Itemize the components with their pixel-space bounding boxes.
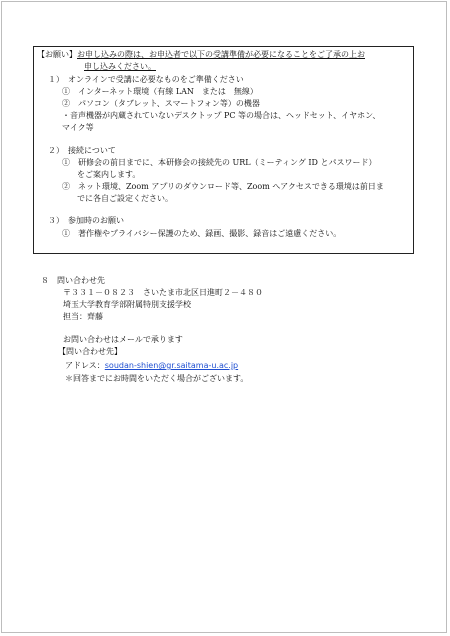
contact-email-note: お問い合わせはメールで承ります: [63, 335, 183, 344]
contact-footnote: ＊回答までにお時間をいただく場合がございます。: [65, 374, 249, 383]
section-1-note-line-2: マイク等: [62, 123, 94, 132]
contact-email-link[interactable]: soudan-shien@gr.saitama-u.ac.jp: [104, 361, 239, 370]
section-2-item-1-line-2: をご案内します。: [77, 170, 141, 179]
section-2-item-1-line-1: ① 研修会の前日までに、本研修会の接続先の URL（ミーティング ID とパスワード）: [62, 158, 377, 167]
section-1-note-line-1: ・音声機器が内蔵されていないデスクトップ PC 等の場合は、ヘッドセット、イヤホン、: [62, 111, 381, 120]
contact-person: 担当：齊藤: [63, 312, 103, 321]
section-3-item-1: ① 著作権やプライバシー保護のため、録画、撮影、録音はご遠慮ください。: [62, 229, 342, 238]
contact-org: 埼玉大学教育学部附属特別支援学校: [63, 300, 191, 309]
notice-lead-text: お申し込みの際は、お申込者で以下の受講準備が必要になることをご了承の上お: [77, 50, 365, 59]
contact-box-heading: 【問い合わせ先】: [58, 347, 122, 356]
contact-address: 〒３３１－０８２３ さいたま市北区日進町２－４８０: [63, 288, 263, 297]
notice-lead-line-1: [37, 50, 365, 61]
contact-address-label: アドレス：: [65, 361, 105, 370]
notice-lead-tag: 【お願い】: [37, 50, 77, 59]
notice-lead-line-2: 申し込みください。: [84, 62, 156, 71]
section-1-heading: １） オンラインで受講に必要なものをご準備ください: [48, 75, 244, 84]
contact-section-heading: ８ 問い合わせ先: [41, 276, 105, 285]
section-2-item-2-line-2: でに各自ご設定ください。: [77, 194, 173, 203]
section-1-item-2: ② パソコン（タブレット、スマートフォン等）の機器: [62, 99, 260, 108]
section-2-heading: ２） 接続について: [48, 146, 116, 155]
section-2-item-2-line-1: ② ネット環境、Zoom アプリのダウンロード等、Zoom へアクセスできる環境は前日ま: [62, 182, 384, 191]
contact-email-line: [65, 361, 238, 372]
section-1-item-1: ① インターネット環境（有線 LAN または 無線）: [62, 87, 258, 96]
section-3-heading: ３） 参加時のお願い: [48, 216, 124, 225]
